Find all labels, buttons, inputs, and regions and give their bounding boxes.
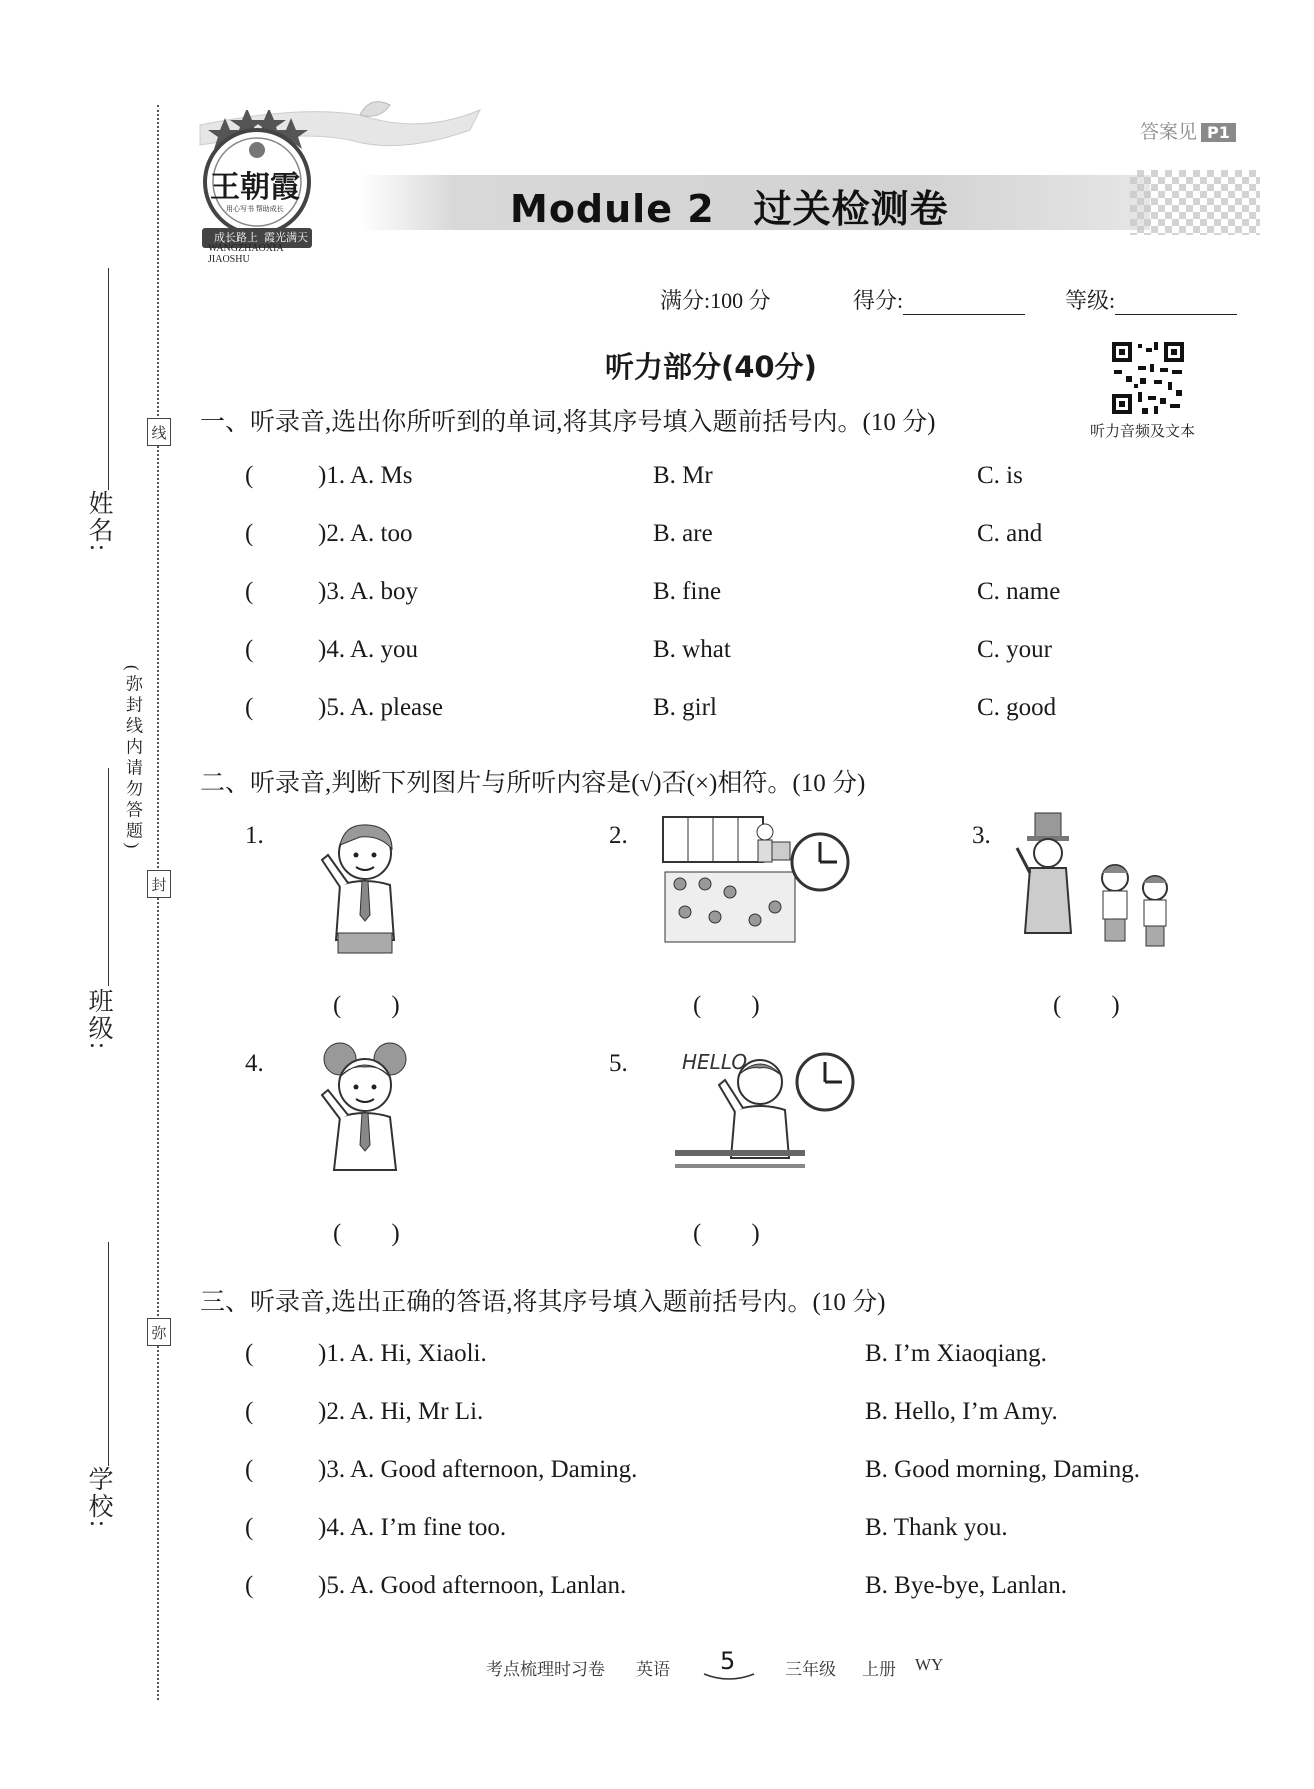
score-blank[interactable] [903,288,1025,315]
logo-slogan-right: 霞光满天 [264,232,308,244]
s3-item-4-a: )4. A. I’m fine too. [318,1514,507,1541]
s3-item-3-a: )3. A. Good afternoon, Daming. [318,1456,638,1483]
s1-item-4-b: B. what [653,636,731,663]
footer-grade: 三年级 [785,1660,836,1679]
logo-pinyin: WANGZHAOXIA JIAOSHU [208,243,283,265]
s3-answer-paren-3[interactable]: ( [245,1456,254,1483]
picture-num-3: 3. [972,822,991,849]
s3-item-4-b: B. Thank you. [865,1514,1008,1541]
logo-motto: 用心写书 帮助成长 [226,205,284,213]
picture-answer-2[interactable]: ( ) [693,992,760,1019]
s1-item-1-c: C. is [977,462,1023,489]
qr-code-icon[interactable] [1110,340,1186,416]
qr-caption: 听力音频及文本 [1090,424,1196,440]
answer-ref-page: P1 [1201,123,1236,142]
s3-item-1-b: B. I’m Xiaoqiang. [865,1340,1047,1367]
picture-num-5: 5. [609,1050,628,1077]
s3-answer-paren-4[interactable]: ( [245,1514,254,1541]
answer-ref-label: 答案见 [1140,121,1198,143]
picture-answer-3[interactable]: ( ) [1053,992,1120,1019]
s1-item-5-c: C. good [977,694,1057,721]
class-blank-line [108,768,109,986]
picture-classroom [655,812,855,952]
s3-item-5-b: B. Bye-bye, Lanlan. [865,1572,1068,1599]
publisher-logo [192,110,322,265]
s1-answer-paren-3[interactable]: ( [245,578,254,605]
s1-item-3-c: C. name [977,578,1061,605]
answer-reference [1140,117,1236,144]
school-blank-line [108,1242,109,1466]
s1-item-5-b: B. girl [653,694,717,721]
picture-num-2: 2. [609,822,628,849]
s1-answer-paren-5[interactable]: ( [245,694,254,721]
seal-notice: (弥封线内请勿答题) [123,665,142,853]
s1-item-3-a: )3. A. boy [318,578,418,605]
name-label: 姓名: [85,490,112,553]
s3-answer-paren-5[interactable]: ( [245,1572,254,1599]
class-label: 班级: [85,988,112,1051]
s1-item-5-a: )5. A. please [318,694,443,721]
s1-item-2-c: C. and [977,520,1043,547]
footer-series: 考点梳理时习卷 [486,1660,605,1679]
page-number-underline [702,1672,756,1684]
s3-item-1-a: )1. A. Hi, Xiaoli. [318,1340,487,1367]
grade-blank[interactable] [1115,288,1237,315]
checker-decoration [1130,170,1260,235]
s1-answer-paren-2[interactable]: ( [245,520,254,547]
picture-answer-5[interactable]: ( ) [693,1220,760,1247]
s3-answer-paren-1[interactable]: ( [245,1340,254,1367]
picture-num-4: 4. [245,1050,264,1077]
section3-heading: 三、听录音,选出正确的答语,将其序号填入题前括号内。(10 分) [200,1289,886,1316]
s3-item-5-a: )5. A. Good afternoon, Lanlan. [318,1572,627,1599]
picture-boy-waving [310,815,410,955]
s3-item-3-b: B. Good morning, Daming. [865,1456,1140,1483]
hello-board-text: HELLO [682,1050,748,1074]
section1-heading: 一、听录音,选出你所听到的单词,将其序号填入题前括号内。(10 分) [200,409,936,436]
picture-num-1: 1. [245,822,264,849]
grade-field [1065,284,1237,315]
s3-item-2-b: B. Hello, I’m Amy. [865,1398,1058,1425]
picture-girl-waving [310,1035,420,1175]
s1-item-2-b: B. are [653,520,713,547]
s1-item-4-a: )4. A. you [318,636,418,663]
score-label: 得分: [853,288,904,313]
footer-edition: WY [915,1655,944,1674]
grade-label: 等级: [1065,288,1116,313]
listening-title: 听力部分(40分) [605,350,817,384]
footer-page-number: 5 [720,1647,736,1675]
s1-answer-paren-1[interactable]: ( [245,462,254,489]
footer-volume: 上册 [862,1660,896,1679]
s1-item-1-a: )1. A. Ms [318,462,413,489]
s1-answer-paren-4[interactable]: ( [245,636,254,663]
s1-item-2-a: )2. A. too [318,520,413,547]
s1-item-3-b: B. fine [653,578,722,605]
logo-slogan-left: 成长路上 [214,232,258,244]
full-marks: 满分:100 分 [660,288,771,313]
picture-answer-1[interactable]: ( ) [333,992,400,1019]
binding-dotted-line [157,105,159,1700]
logo-name: 王朝霞 [210,170,300,205]
seal-mark-close: 弥 [147,1318,171,1346]
s3-item-2-a: )2. A. Hi, Mr Li. [318,1398,484,1425]
s1-item-4-c: C. your [977,636,1052,663]
school-label: 学校: [85,1466,112,1529]
seal-mark-seal: 封 [147,870,171,898]
picture-answer-4[interactable]: ( ) [333,1220,400,1247]
name-blank-line [108,268,109,490]
score-field [853,284,1025,315]
picture-magician-boys [1015,808,1175,948]
section2-heading: 二、听录音,判断下列图片与所听内容是(√)否(×)相符。(10 分) [200,770,866,797]
seal-mark-line: 线 [147,418,171,446]
footer-subject: 英语 [636,1660,670,1679]
s1-item-1-b: B. Mr [653,462,713,489]
s3-answer-paren-2[interactable]: ( [245,1398,254,1425]
page-title: Module 2 过关检测卷 [510,187,949,231]
